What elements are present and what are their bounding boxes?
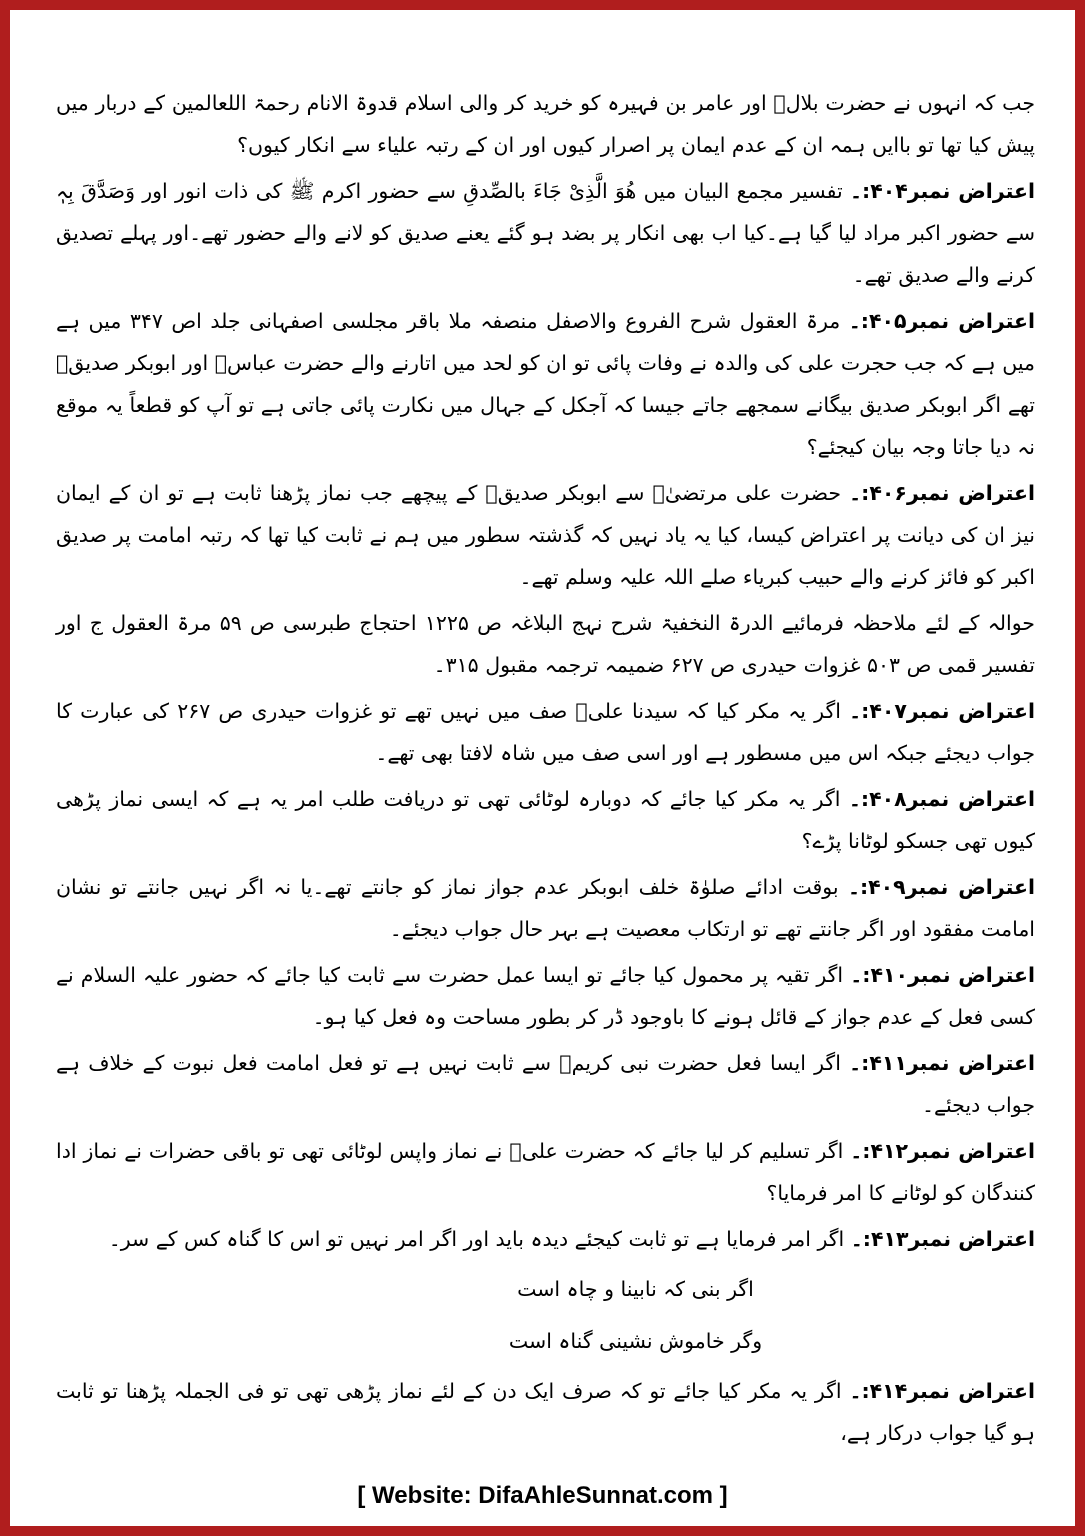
objection-text: اگر ایسا فعل حضرت نبی کریمؐ سے ثابت نہیں ہے تو فعل امامت فعل نبوت کے خلاف ہے جواب دیجئے۔ xyxy=(56,1051,1035,1117)
objection-text: اگر تقیہ پر محمول کیا جائے تو ایسا عمل حضرت سے ثابت کیا جائے کہ حضور علیہ السلام نے کسی فعل کے عدم جواز کے قائل ہونے کا باوجود ڈر کر بطور مساحت وہ فعل کیا ہو۔ xyxy=(56,963,1035,1029)
objection-label: اعتراض نمبر۴۰۹:۔ xyxy=(847,875,1035,899)
objection-text: تفسیر مجمع البیان میں ھُوَ الَّذِیْ جَاءَ بالصِّدقِ سے حضور اکرم ﷺ کی ذات انور اور وَصَدَّقَ بِہٖ سے حضور اکبر مراد لیا گیا ہے۔کیا اب بھی انکار پر بضد ہو گئے یعنے صدیق کو لانے والے حضور تھے۔اور پہلے تصدیق کرنے والے صدیق تھے۔ xyxy=(56,179,1035,287)
objection-414 xyxy=(56,1370,1035,1454)
objection-label: اعتراض نمبر۴۱۱:۔ xyxy=(849,1051,1035,1075)
verse-line-1: اگر بنی کہ نابینا و چاہ است xyxy=(517,1277,754,1301)
objection-411 xyxy=(56,1042,1035,1126)
objection-text: بوقت ادائے صلوٰۃ خلف ابوبکر عدم جواز نماز کو جانتے تھے۔یا نہ اگر نہیں جانتے تو نشان امامت مفقود اور اگر جانتے تھے تو ارتکاب معصیت ہے بہر حال جواب دیجئے۔ xyxy=(56,875,1035,941)
objection-label: اعتراض نمبر۴۰۸:۔ xyxy=(848,787,1035,811)
objection-label: اعتراض نمبر۴۱۳:۔ xyxy=(850,1227,1035,1251)
objection-409 xyxy=(56,866,1035,950)
objection-text: حضرت علی مرتضیٰؓ سے ابوبکر صدیقؓ کے پیچھے جب نماز پڑھنا ثابت ہے تو ان کے ایمان نیز ان کی دیانت پر اعتراض کیسا، کیا یہ یاد نہیں کہ گذشتہ سطور میں ہم نے ثابت کیا تھا کہ رتبہ امامت پر صدیق اکبر کو فائز کرنے والے حبیب کبریاء صلے اللہ علیہ وسلم تھے۔ xyxy=(56,481,1035,589)
objection-404 xyxy=(56,170,1035,296)
objection-text: اگر امر فرمایا ہے تو ثابت کیجئے دیدہ باید اور اگر امر نہیں تو اس کا گناہ کس کے سر۔ xyxy=(108,1227,845,1251)
reference-paragraph: حوالہ کے لئے ملاحظہ فرمائیے الدرۃ النخفیۃ شرح نہج البلاغہ ص ۱۲۲۵ احتجاج طبرسی ص ۵۹ مرۃ العقول ج اور تفسیر قمی ص ۵۰۳ غزوات حیدری ص ۶۲۷ ضمیمہ ترجمہ مقبول ۳۱۵۔ xyxy=(56,611,1035,677)
objection-label: اعتراض نمبر۴۰۵:۔ xyxy=(848,309,1035,333)
objection-408 xyxy=(56,778,1035,862)
website-footer: [ Website: DifaAhleSunnat.com ] xyxy=(357,1482,728,1509)
objection-label: اعتراض نمبر۴۰۴:۔ xyxy=(850,179,1035,203)
objection-label: اعتراض نمبر۴۰۷:۔ xyxy=(849,699,1035,723)
objection-413 xyxy=(56,1218,1035,1260)
objection-text: اگر یہ مکر کیا جائے تو کہ صرف ایک دن کے لئے نماز پڑھی تھی تو فی الجملہ پڑھنا تو ثابت ہو گیا جواب درکار ہے، xyxy=(56,1379,1035,1445)
objection-407 xyxy=(56,690,1035,774)
objection-label: اعتراض نمبر۴۰۶:۔ xyxy=(849,481,1035,505)
objection-label: اعتراض نمبر۴۱۴:۔ xyxy=(849,1379,1035,1403)
objection-text: مرۃ العقول شرح الفروع والاصفل منصفہ ملا باقر مجلسی اصفہانی جلد اص ۳۴۷ میں ہے میں ہے کہ جب حجرت علی کی والدہ نے وفات پائی تو ان کو لحد میں اتارنے والے حضرت عباسؓ اور ابوبکر صدیقؓ تھے اگر ابوبکر صدیق بیگانے سمجھے جاتے جیسا کہ آجکل کے جہال میں نکارت پائی جاتی ہے تو آپ کو قطعاً یہ موقع نہ دیا جاتا وجہ بیان کیجئے؟ xyxy=(56,309,1035,459)
objection-text: اگر یہ مکر کیا کہ سیدنا علیؓ صف میں نہیں تھے تو غزوات حیدری ص ۲۶۷ کی عبارت کا جواب دیجئے جبکہ اس میں مسطور ہے اور اسی صف میں شاہ لافتا بھی تھے۔ xyxy=(56,699,1035,765)
objection-410 xyxy=(56,954,1035,1038)
objection-text: اگر یہ مکر کیا جائے کہ دوبارہ لوٹائی تھی تو دریافت طلب امر یہ ہے کہ ایسی نماز پڑھی کیوں تھی جسکو لوٹانا پڑے؟ xyxy=(56,787,1035,853)
objection-label: اعتراض نمبر۴۱۰:۔ xyxy=(850,963,1035,987)
objection-406 xyxy=(56,472,1035,598)
objection-412 xyxy=(56,1130,1035,1214)
verse-line-2: وگر خاموش نشینی گناہ است xyxy=(508,1329,763,1353)
objection-405 xyxy=(56,300,1035,468)
intro-paragraph: جب کہ انہوں نے حضرت بلالؓ اور عامر بن فہیرہ کو خرید کر والی اسلام قدوۃ الانام رحمۃ اللعالمین کے دربار میں پیش کیا تھا تو باایں ہمہ ان کے عدم ایمان پر اصرار کیوں اور ان کے رتبہ علیاء سے انکار کیوں؟ xyxy=(56,91,1035,157)
objection-text: اگر تسلیم کر لیا جائے کہ حضرت علیؓ نے نماز واپس لوٹائی تھی تو باقی حضرات نے نماز ادا کنندگان کو لوٹانے کا امر فرمایا؟ xyxy=(56,1139,1035,1205)
document-body xyxy=(56,82,1035,1458)
objection-label: اعتراض نمبر۴۱۲:۔ xyxy=(850,1139,1035,1163)
